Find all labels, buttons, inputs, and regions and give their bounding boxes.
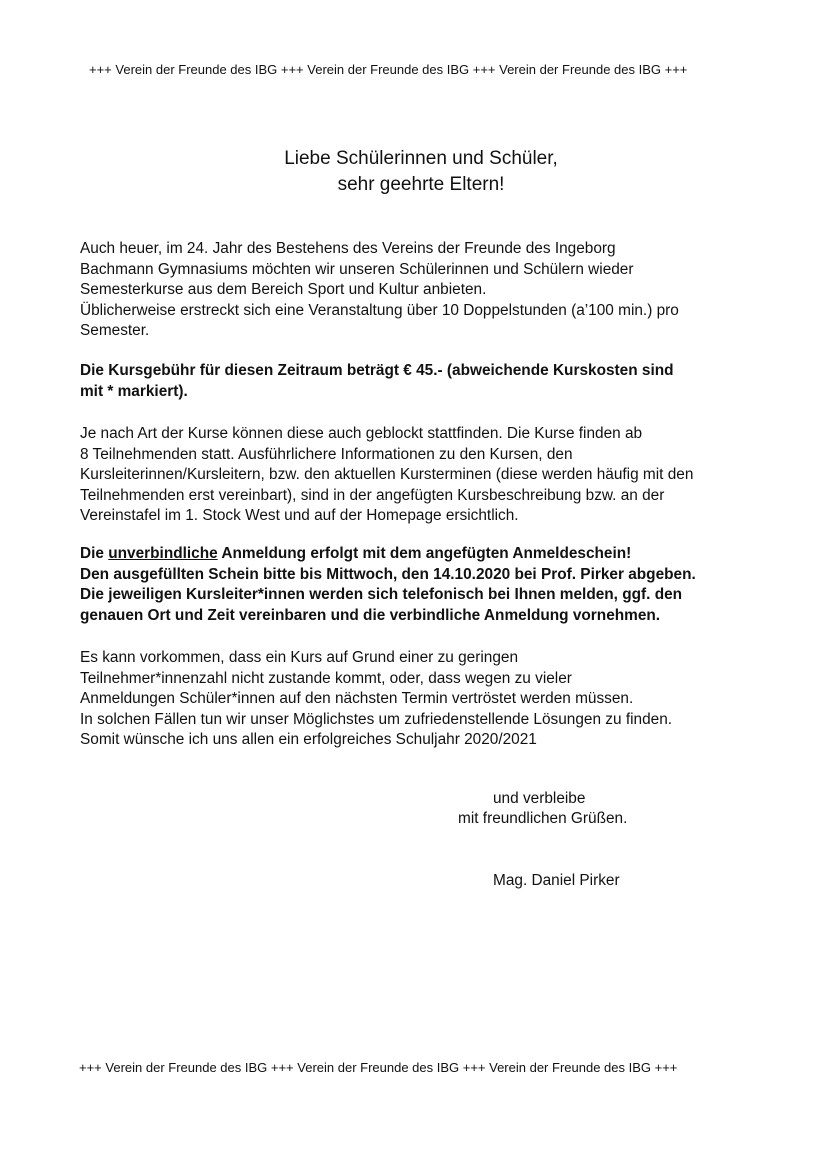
text-line: genauen Ort und Zeit vereinbaren und die verbindliche Anmeldung vornehmen. (80, 606, 661, 624)
closing-line-2: mit freundlichen Grüßen. (458, 810, 628, 827)
underlined-emphasis: unverbindliche (108, 545, 218, 562)
text-segment: Anmeldung erfolgt mit dem angefügten Anmeldeschein! (217, 545, 632, 562)
text-line: Auch heuer, im 24. Jahr des Bestehens des Vereins der Freunde des Ingeborg (80, 240, 616, 257)
text-line: Vereinstafel im 1. Stock West und auf der Homepage ersichtlich. (80, 507, 519, 524)
text-line: Die jeweiligen Kursleiter*innen werden sich telefonisch bei Ihnen melden, ggf. den (80, 586, 683, 603)
greeting-line-1: Liebe Schülerinnen und Schüler, (284, 148, 558, 169)
text-line: Anmeldungen Schüler*innen auf den nächsten Termin vertröstet werden müssen. (80, 690, 634, 707)
registration-paragraph (80, 544, 770, 626)
text-line: Kursleiterinnen/Kursleitern, bzw. den aktuellen Kursterminen (diese werden häufig mit den (80, 466, 694, 483)
course-info-paragraph (80, 424, 770, 527)
fee-paragraph (80, 361, 770, 402)
text-line: Üblicherweise erstreckt sich eine Veranstaltung über 10 Doppelstunden (a’100 min.) pro (80, 301, 679, 319)
text-line: Semester. (80, 322, 150, 339)
header-banner: +++ Verein der Freunde des IBG +++ Verein der Freunde des IBG +++ Verein der Freunde des IBG +++ (89, 62, 688, 77)
text-line (80, 544, 770, 565)
greeting-line-2: sehr geehrte Eltern! (337, 174, 505, 195)
text-line: Die Kursgebühr für diesen Zeitraum beträgt € 45.- (abweichende Kurskosten sind (80, 362, 674, 379)
notice-paragraph (80, 648, 770, 751)
text-line: Somit wünsche ich uns allen ein erfolgreiches Schuljahr 2020/2021 (80, 731, 537, 748)
text-line: Es kann vorkommen, dass ein Kurs auf Grund einer zu geringen (80, 649, 519, 666)
text-line: Teilnehmenden erst vereinbart), sind in der angefügten Kursbeschreibung bzw. an der (80, 486, 665, 504)
closing-line-1: und verbleibe (493, 790, 586, 807)
text-line: Bachmann Gymnasiums möchten wir unseren Schülerinnen und Schülern wieder (80, 260, 634, 278)
intro-paragraph (80, 239, 770, 342)
text-line: mit * markiert). (80, 382, 188, 400)
text-line: Teilnehmer*innenzahl nicht zustande kommt, oder, dass wegen zu vieler (80, 669, 572, 687)
text-segment: Die (80, 545, 109, 562)
text-line: Den ausgefüllten Schein bitte bis Mittwoch, den 14.10.2020 bei Prof. Pirker abgeben. (80, 565, 696, 583)
text-line: 8 Teilnehmenden statt. Ausführlichere Informationen zu den Kursen, den (80, 445, 573, 463)
text-line: Je nach Art der Kurse können diese auch geblockt stattfinden. Die Kurse finden ab (80, 425, 643, 442)
text-line: In solchen Fällen tun wir unser Möglichstes um zufriedenstellende Lösungen zu finden. (80, 710, 673, 728)
text-line: Semesterkurse aus dem Bereich Sport und Kultur anbieten. (80, 281, 487, 298)
footer-banner: +++ Verein der Freunde des IBG +++ Verein der Freunde des IBG +++ Verein der Freunde des IBG +++ (79, 1060, 678, 1075)
signature-name: Mag. Daniel Pirker (493, 872, 620, 889)
